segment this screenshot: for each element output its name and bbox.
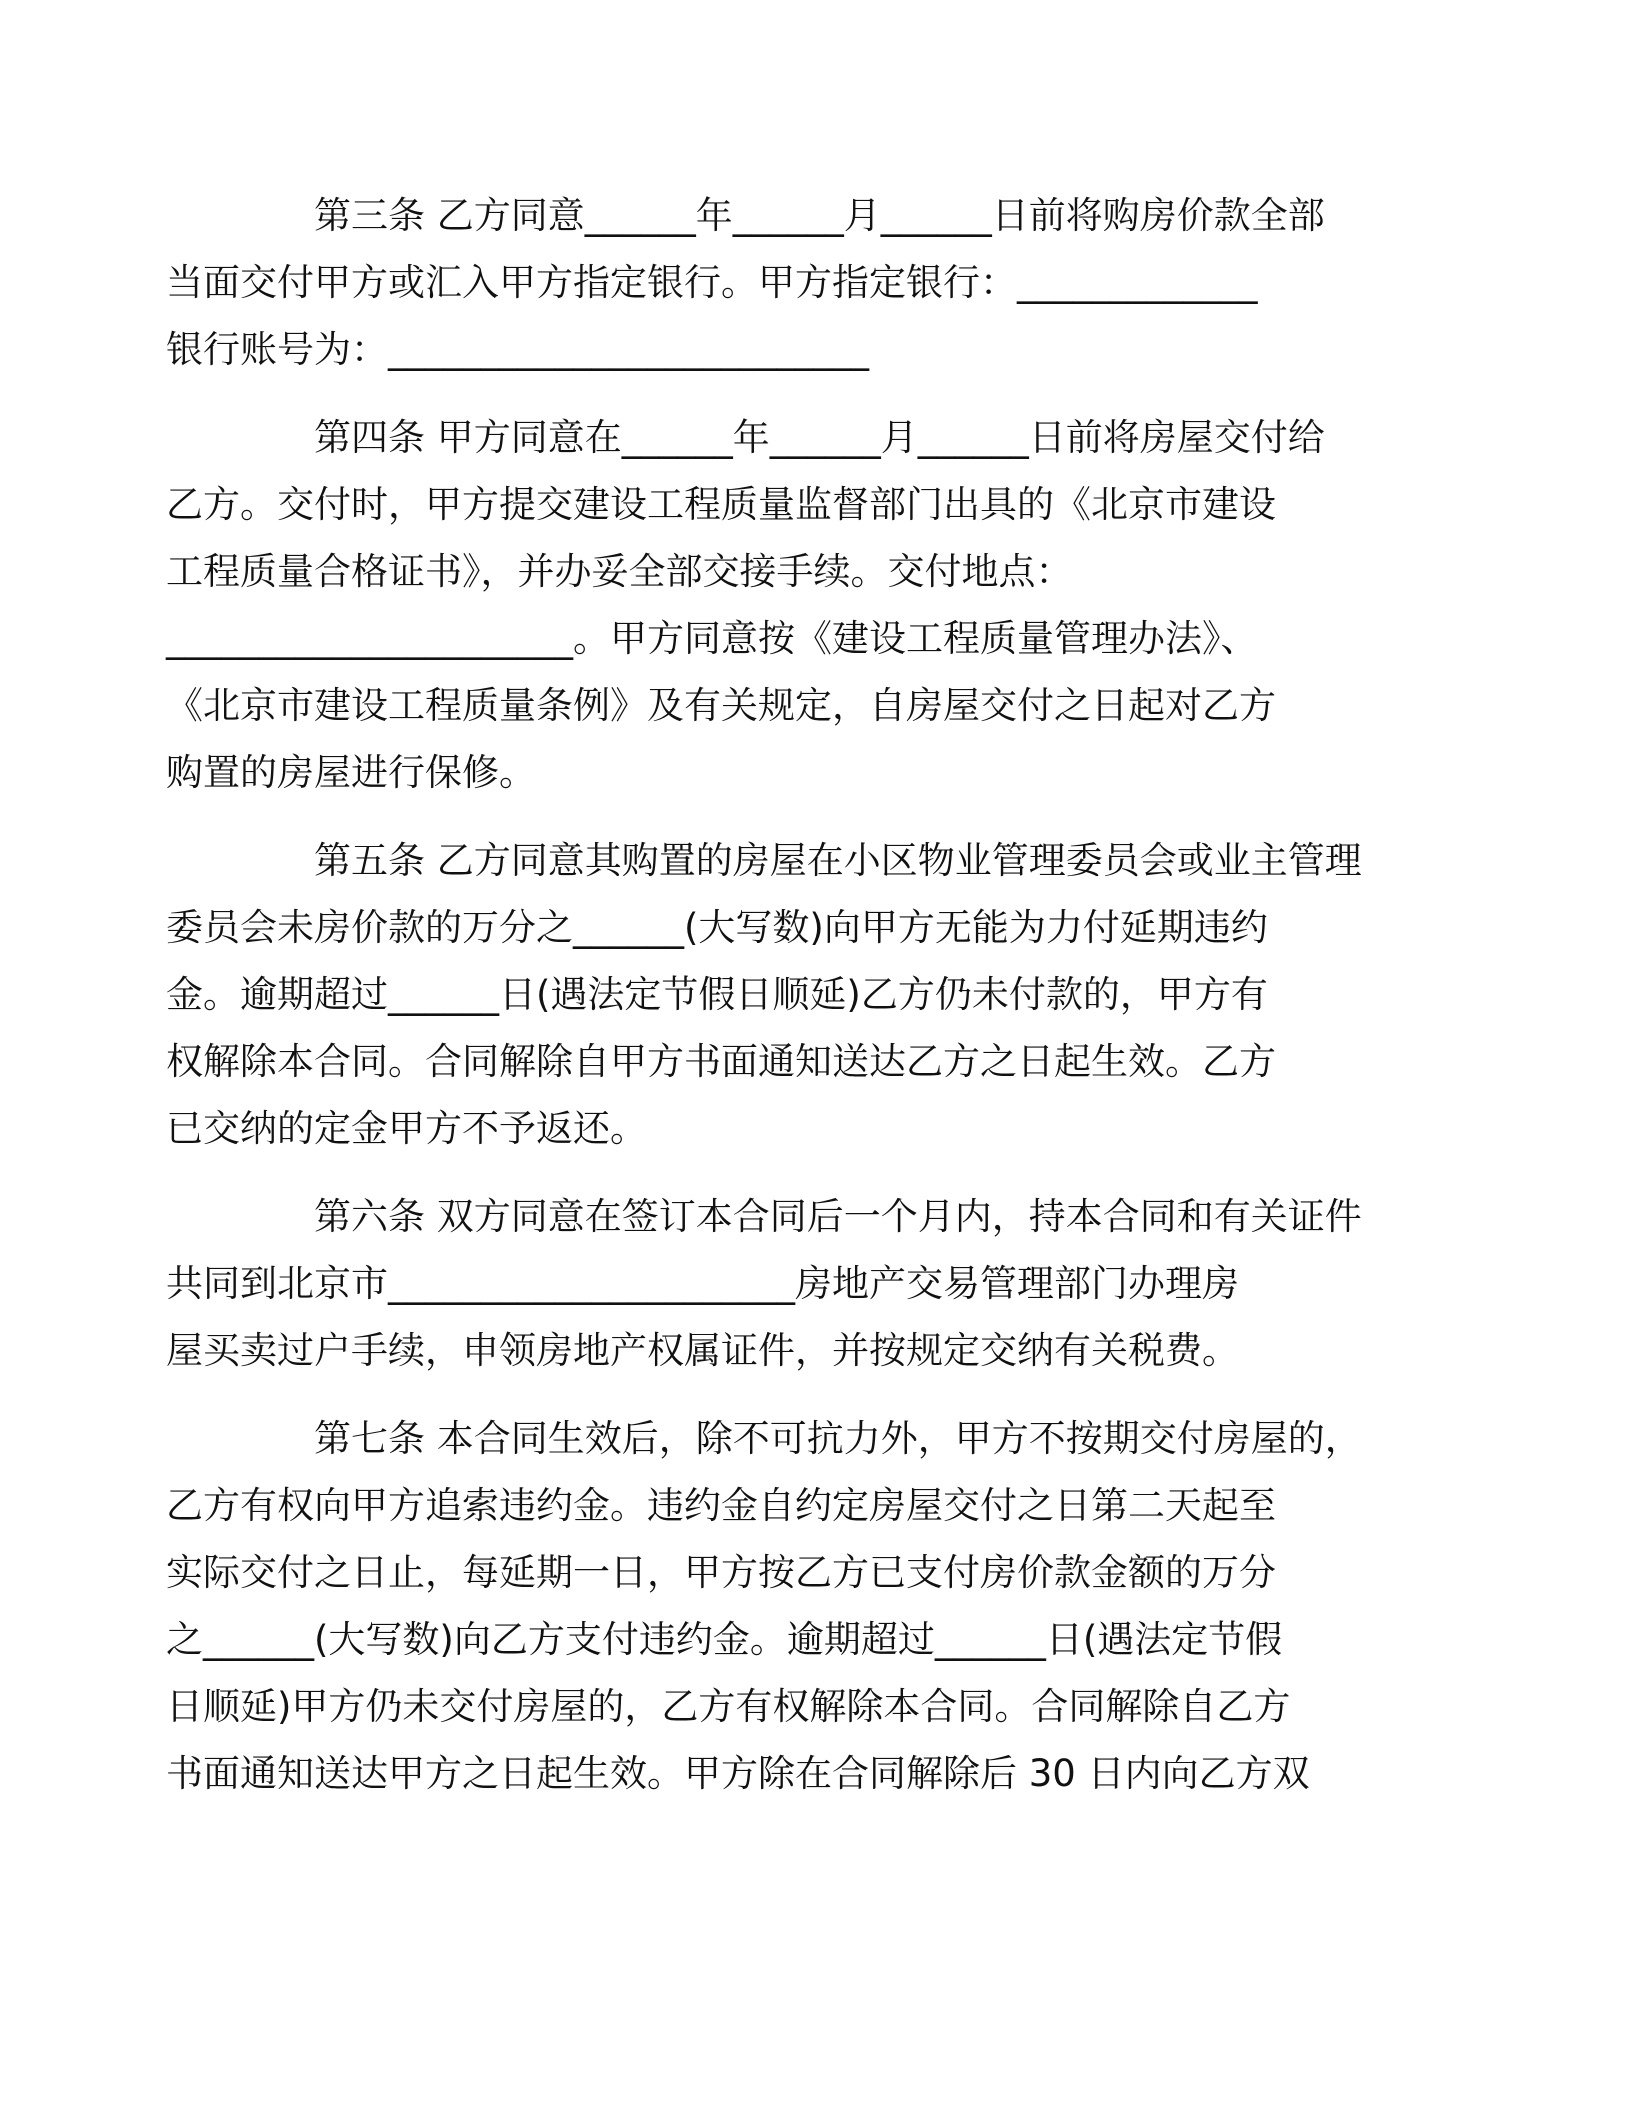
article-7-line-1: 第七条 本合同生效后，除不可抗力外，甲方不按期交付房屋的，: [314, 1417, 1362, 1460]
article-7-line-2: 乙方有权向甲方追索违约金。违约金自约定房屋交付之日第二天起至: [166, 1484, 1276, 1527]
article-6-line-1: 第六条 双方同意在签订本合同后一个月内，持本合同和有关证件: [314, 1195, 1362, 1238]
article-7-line-5: 日顺延)甲方仍未交付房屋的，乙方有权解除本合同。合同解除自乙方: [166, 1685, 1291, 1728]
article-3-line-1: 第三条 乙方同意______年______月______日前将购房价款全部: [314, 194, 1325, 237]
article-3-line-2: 当面交付甲方或汇入甲方指定银行。甲方指定银行：_____________: [166, 261, 1258, 304]
article-4-line-6: 购置的房屋进行保修。: [166, 751, 536, 794]
article-6-line-2: 共同到北京市______________________房地产交易管理部门办理房: [166, 1262, 1239, 1305]
article-5-line-5: 已交纳的定金甲方不予返还。: [166, 1107, 647, 1150]
contract-body: [166, 182, 1376, 1828]
article-7: [166, 1405, 1376, 1807]
article-5-line-2: 委员会未房价款的万分之______(大写数)向甲方无能为力付延期违约: [166, 906, 1268, 949]
article-4-line-3: 工程质量合格证书》，并办妥全部交接手续。交付地点：: [166, 550, 1073, 593]
article-4-line-2: 乙方。交付时，甲方提交建设工程质量监督部门出具的《北京市建设: [166, 483, 1276, 526]
article-3: [166, 182, 1376, 383]
article-4-line-1: 第四条 甲方同意在______年______月______日前将房屋交付给: [314, 416, 1325, 459]
article-5-line-3: 金。逾期超过______日(遇法定节假日顺延)乙方仍未付款的，甲方有: [166, 973, 1268, 1016]
article-7-line-6: 书面通知送达甲方之日起生效。甲方除在合同解除后 30 日内向乙方双: [166, 1752, 1310, 1795]
article-6-line-3: 屋买卖过户手续，申领房地产权属证件，并按规定交纳有关税费。: [166, 1329, 1239, 1372]
article-5-line-1: 第五条 乙方同意其购置的房屋在小区物业管理委员会或业主管理: [314, 839, 1362, 882]
article-5-line-4: 权解除本合同。合同解除自甲方书面通知送达乙方之日起生效。乙方: [166, 1040, 1276, 1083]
article-4-line-4: ______________________。甲方同意按《建设工程质量管理办法》、: [166, 617, 1258, 660]
article-7-line-4: 之______(大写数)向乙方支付违约金。逾期超过______日(遇法定节假: [166, 1618, 1283, 1661]
article-6: [166, 1183, 1376, 1384]
article-4-line-5: 《北京市建设工程质量条例》及有关规定，自房屋交付之日起对乙方: [166, 684, 1276, 727]
article-3-line-3: 银行账号为：__________________________: [166, 328, 869, 371]
article-7-line-3: 实际交付之日止，每延期一日，甲方按乙方已支付房价款金额的万分: [166, 1551, 1276, 1594]
article-5: [166, 827, 1376, 1162]
article-4: [166, 404, 1376, 806]
